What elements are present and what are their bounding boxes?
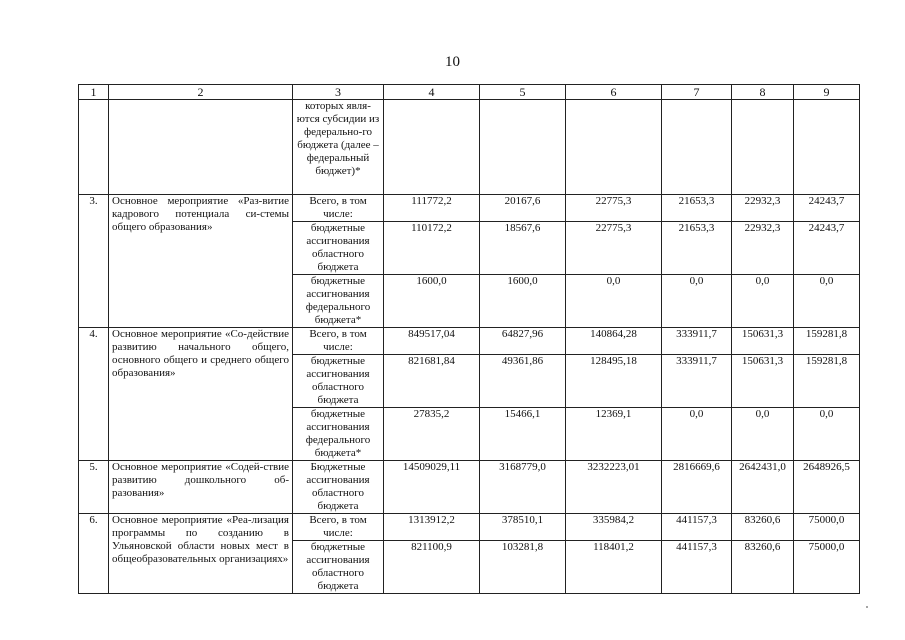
budget-value: 0,0 [662,408,732,461]
header-cell: 4 [384,85,480,100]
budget-value: 1600,0 [384,275,480,328]
measure-name: Основное мероприятие «Содей-ствие развитию дошкольного об-разования» [109,461,293,514]
budget-value: 0,0 [732,408,794,461]
budget-value: 159281,8 [794,355,860,408]
budget-value: 2648926,5 [794,461,860,514]
header-cell: 3 [293,85,384,100]
header-cell: 9 [794,85,860,100]
budget-value: 0,0 [732,275,794,328]
budget-value: 2642431,0 [732,461,794,514]
measure-row [79,514,860,541]
budget-value: 128495,18 [566,355,662,408]
funding-source: бюджетные ассигнования федерального бюджета* [293,408,384,461]
measure-number: 4. [79,328,109,461]
budget-value: 118401,2 [566,541,662,594]
header-cell: 1 [79,85,109,100]
budget-value: 441157,3 [662,541,732,594]
funding-source: Всего, в том числе: [293,195,384,222]
budget-value: 2816669,6 [662,461,732,514]
value-cell [732,100,794,195]
header-cell: 2 [109,85,293,100]
budget-value: 64827,96 [480,328,566,355]
budget-value: 49361,86 [480,355,566,408]
measure-name: Основное мероприятие «Реа-лизация программы по созданию в Ульяновской области новых мест в общеобразовательных организациях» [109,514,293,594]
budget-value: 20167,6 [480,195,566,222]
budget-value: 75000,0 [794,514,860,541]
value-cell [480,100,566,195]
budget-value: 110172,2 [384,222,480,275]
funding-source: бюджетные ассигнования областного бюджета [293,355,384,408]
header-cell: 7 [662,85,732,100]
budget-value: 21653,3 [662,222,732,275]
budget-table [78,84,860,594]
num-cell [79,100,109,195]
budget-value: 849517,04 [384,328,480,355]
value-cell [384,100,480,195]
budget-value: 378510,1 [480,514,566,541]
budget-value: 335984,2 [566,514,662,541]
funding-source: бюджетные ассигнования областного бюджета [293,541,384,594]
budget-value: 22775,3 [566,195,662,222]
budget-value: 150631,3 [732,328,794,355]
budget-value: 1313912,2 [384,514,480,541]
funding-source: Всего, в том числе: [293,514,384,541]
budget-value: 150631,3 [732,355,794,408]
budget-value: 15466,1 [480,408,566,461]
continuation-row [79,100,860,195]
budget-value: 24243,7 [794,222,860,275]
budget-value: 14509029,11 [384,461,480,514]
measure-number: 6. [79,514,109,594]
header-cell: 5 [480,85,566,100]
name-cell [109,100,293,195]
value-cell [566,100,662,195]
budget-value: 22932,3 [732,222,794,275]
budget-value: 103281,8 [480,541,566,594]
budget-value: 83260,6 [732,541,794,594]
budget-value: 75000,0 [794,541,860,594]
budget-value: 12369,1 [566,408,662,461]
measure-name: Основное мероприятие «Со-действие развитию начального общего, основного общего и среднего общего образования» [109,328,293,461]
budget-value: 159281,8 [794,328,860,355]
budget-value: 0,0 [794,408,860,461]
header-cell: 8 [732,85,794,100]
funding-source: Всего, в том числе: [293,328,384,355]
measure-number: 5. [79,461,109,514]
budget-value: 111772,2 [384,195,480,222]
budget-value: 24243,7 [794,195,860,222]
measure-name: Основное мероприятие «Раз-витие кадрового потенциала си-стемы общего образования» [109,195,293,328]
measure-number: 3. [79,195,109,328]
budget-value: 333911,7 [662,355,732,408]
budget-value: 0,0 [566,275,662,328]
funding-source: бюджетные ассигнования федерального бюджета* [293,275,384,328]
measure-row [79,195,860,222]
measure-row [79,461,860,514]
budget-value: 18567,6 [480,222,566,275]
budget-value: 3168779,0 [480,461,566,514]
header-cell: 6 [566,85,662,100]
source-cell: которых явля-ются субсидии из федерально-го бюджета (далее – федеральный бюджет)* [293,100,384,195]
page-number: 10 [445,54,460,70]
budget-value: 441157,3 [662,514,732,541]
budget-value: 83260,6 [732,514,794,541]
budget-value: 22775,3 [566,222,662,275]
budget-value: 21653,3 [662,195,732,222]
funding-source: Бюджетные ассигнования областного бюджета [293,461,384,514]
measure-row [79,328,860,355]
value-cell [794,100,860,195]
column-number-header [79,85,860,100]
budget-value: 821100,9 [384,541,480,594]
budget-value: 0,0 [662,275,732,328]
budget-value: 22932,3 [732,195,794,222]
budget-value: 1600,0 [480,275,566,328]
value-cell [662,100,732,195]
budget-value: 3232223,01 [566,461,662,514]
budget-value: 27835,2 [384,408,480,461]
scan-speck [866,606,868,608]
budget-value: 821681,84 [384,355,480,408]
budget-value: 333911,7 [662,328,732,355]
budget-value: 140864,28 [566,328,662,355]
budget-value: 0,0 [794,275,860,328]
funding-source: бюджетные ассигнования областного бюджета [293,222,384,275]
